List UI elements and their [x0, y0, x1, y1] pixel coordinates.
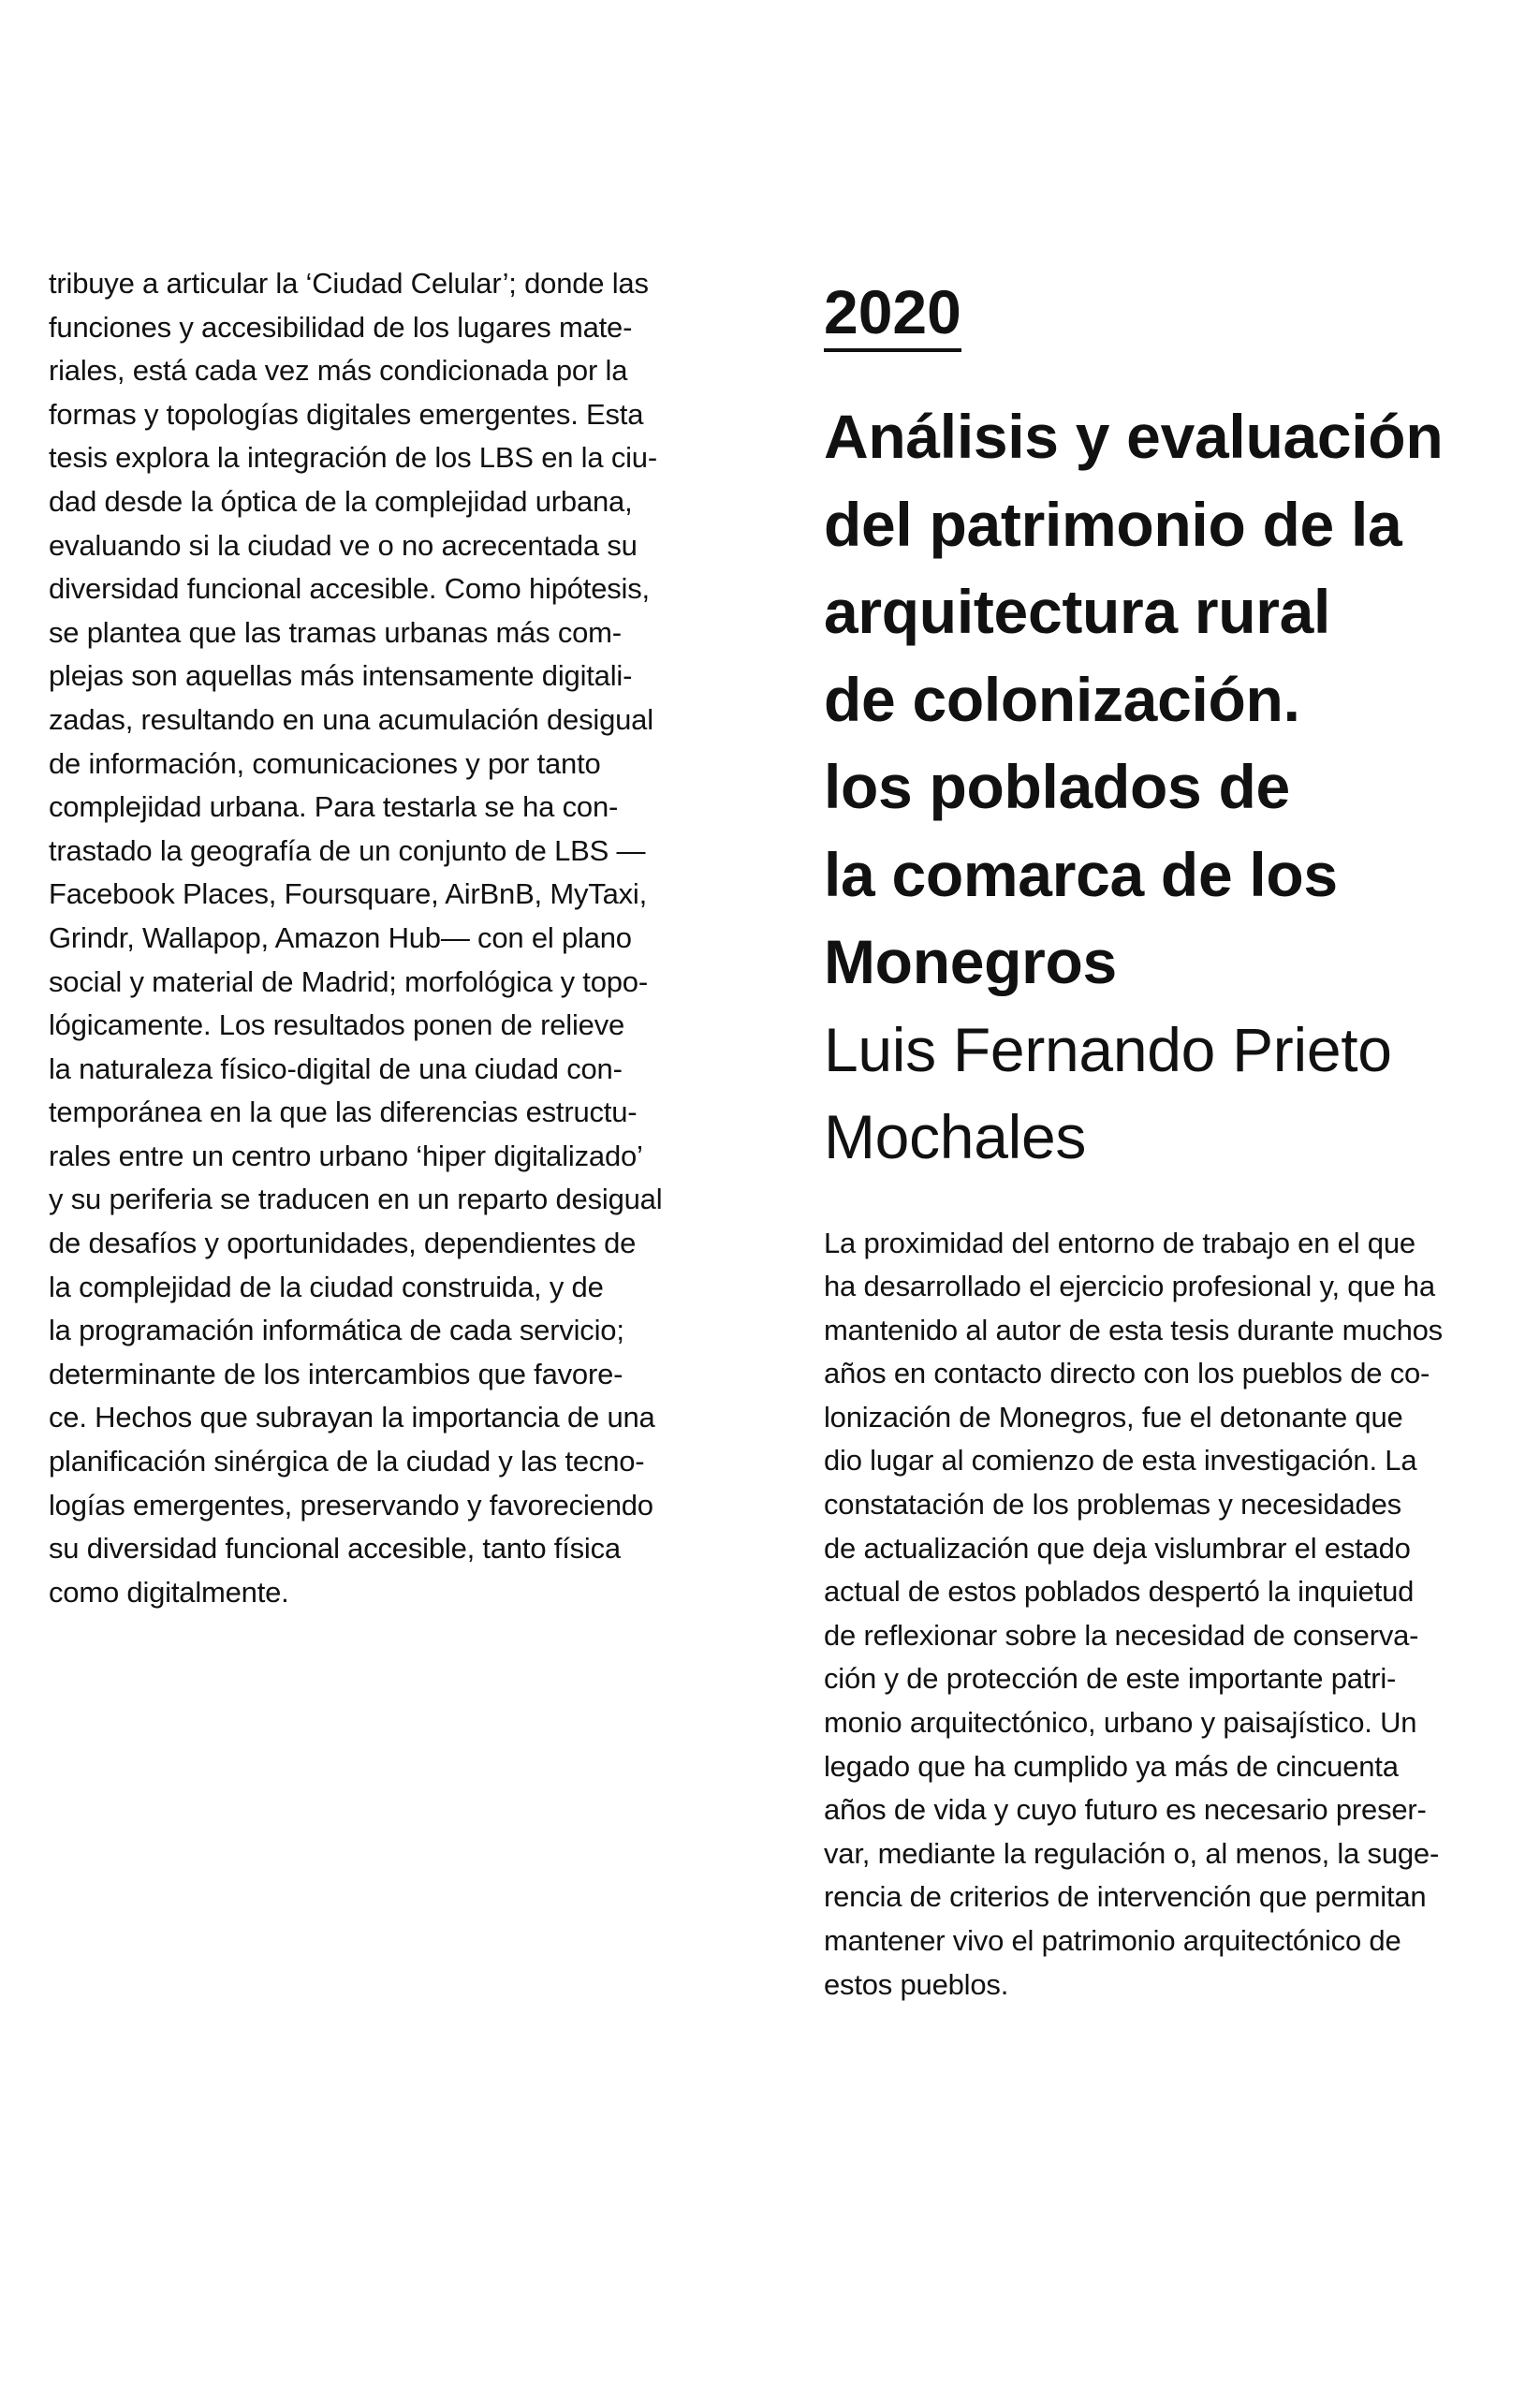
- text-line: social y material de Madrid; morfológica y topo-: [49, 964, 648, 998]
- text-line: temporánea en la que las diferencias estructu-: [49, 1096, 638, 1129]
- text-line: estos pueblos.: [824, 1967, 1009, 2001]
- thesis-title: [824, 393, 1507, 1007]
- text-line: dio lugar al comienzo de esta investigación. La: [824, 1444, 1417, 1478]
- text-line: de actualización que deja vislumbrar el estado: [824, 1531, 1411, 1565]
- author-name: [824, 1007, 1507, 1182]
- text-line: actual de estos poblados despertó la inquietud: [824, 1575, 1415, 1609]
- text-line: constatación de los problemas y necesidades: [824, 1488, 1401, 1522]
- text-line: dad desde la óptica de la complejidad urbana,: [49, 484, 633, 518]
- text-line: rales entre un centro urbano ‘hiper digitalizado’: [49, 1139, 643, 1172]
- abstract-text: [824, 1222, 1507, 2007]
- text-line: y su periferia se traducen en un reparto desigual: [49, 1183, 663, 1216]
- publication-year: 2020: [824, 275, 961, 352]
- title-line: los poblados de: [824, 752, 1290, 821]
- text-line: la naturaleza físico-digital de una ciudad con-: [49, 1051, 623, 1085]
- text-line: zadas, resultando en una acumulación desigual: [49, 702, 653, 736]
- text-line: lógicamente. Los resultados ponen de relieve: [49, 1008, 625, 1042]
- text-line: la complejidad de la ciudad construida, y de: [49, 1270, 604, 1303]
- text-line: diversidad funcional accesible. Como hipótesis,: [49, 572, 650, 606]
- text-line: de desafíos y oportunidades, dependientes de: [49, 1227, 637, 1260]
- text-line: tesis explora la integración de los LBS en la ciu-: [49, 441, 657, 475]
- text-line: tribuye a articular la ‘Ciudad Celular’; donde las: [49, 267, 649, 300]
- text-line: como digitalmente.: [49, 1575, 289, 1609]
- text-line: la programación informática de cada servicio;: [49, 1314, 624, 1347]
- text-line: su diversidad funcional accesible, tanto física: [49, 1532, 621, 1566]
- text-line: de información, comunicaciones y por tanto: [49, 746, 601, 780]
- text-line: planificación sinérgica de la ciudad y las tecno-: [49, 1445, 645, 1478]
- text-line: ce. Hechos que subrayan la importancia de una: [49, 1401, 655, 1434]
- text-line: mantener vivo el patrimonio arquitectónico de: [824, 1924, 1401, 1957]
- text-line: mantenido al autor de esta tesis durante muchos: [824, 1313, 1443, 1346]
- text-line: lonización de Monegros, fue el detonante que: [824, 1400, 1403, 1434]
- text-line: formas y topologías digitales emergentes. Esta: [49, 397, 644, 431]
- text-line: funciones y accesibilidad de los lugares mate-: [49, 310, 633, 344]
- text-line: trastado la geografía de un conjunto de LBS —: [49, 833, 646, 867]
- author-line: Mochales: [824, 1102, 1087, 1171]
- text-line: años en contacto directo con los pueblos de co-: [824, 1357, 1430, 1390]
- title-line: Monegros: [824, 927, 1117, 996]
- left-column-text: [49, 262, 732, 1614]
- title-line: de colonización.: [824, 664, 1300, 734]
- title-line: Análisis y evaluación: [824, 402, 1444, 471]
- title-line: arquitectura rural: [824, 577, 1331, 646]
- title-line: la comarca de los: [824, 839, 1338, 909]
- text-line: Facebook Places, Foursquare, AirBnB, MyTaxi,: [49, 877, 648, 911]
- text-line: monio arquitectónico, urbano y paisajístico. Un: [824, 1706, 1417, 1740]
- right-column: [824, 262, 1507, 2007]
- author-line: Luis Fernando Prieto: [824, 1014, 1392, 1084]
- text-line: complejidad urbana. Para testarla se ha con-: [49, 790, 619, 824]
- text-line: determinante de los intercambios que favore-: [49, 1357, 623, 1390]
- text-line: de reflexionar sobre la necesidad de conserva-: [824, 1618, 1419, 1652]
- text-line: logías emergentes, preservando y favoreciendo: [49, 1488, 653, 1522]
- text-line: evaluando si la ciudad ve o no acrecentada su: [49, 528, 638, 562]
- text-line: plejas son aquellas más intensamente digitali-: [49, 659, 633, 693]
- text-line: se plantea que las tramas urbanas más com-: [49, 615, 622, 649]
- text-line: La proximidad del entorno de trabajo en el que: [824, 1226, 1415, 1259]
- text-line: Grindr, Wallapop, Amazon Hub— con el plano: [49, 920, 632, 954]
- text-line: ha desarrollado el ejercicio profesional y, que ha: [824, 1270, 1435, 1303]
- text-line: riales, está cada vez más condicionada por la: [49, 354, 628, 388]
- title-line: del patrimonio de la: [824, 489, 1402, 559]
- text-line: legado que ha cumplido ya más de cincuenta: [824, 1749, 1399, 1783]
- text-line: años de vida y cuyo futuro es necesario preser-: [824, 1793, 1427, 1827]
- text-line: ción y de protección de este importante patri-: [824, 1662, 1397, 1696]
- text-line: var, mediante la regulación o, al menos, la suge-: [824, 1836, 1440, 1870]
- text-line: rencia de criterios de intervención que permitan: [824, 1880, 1427, 1914]
